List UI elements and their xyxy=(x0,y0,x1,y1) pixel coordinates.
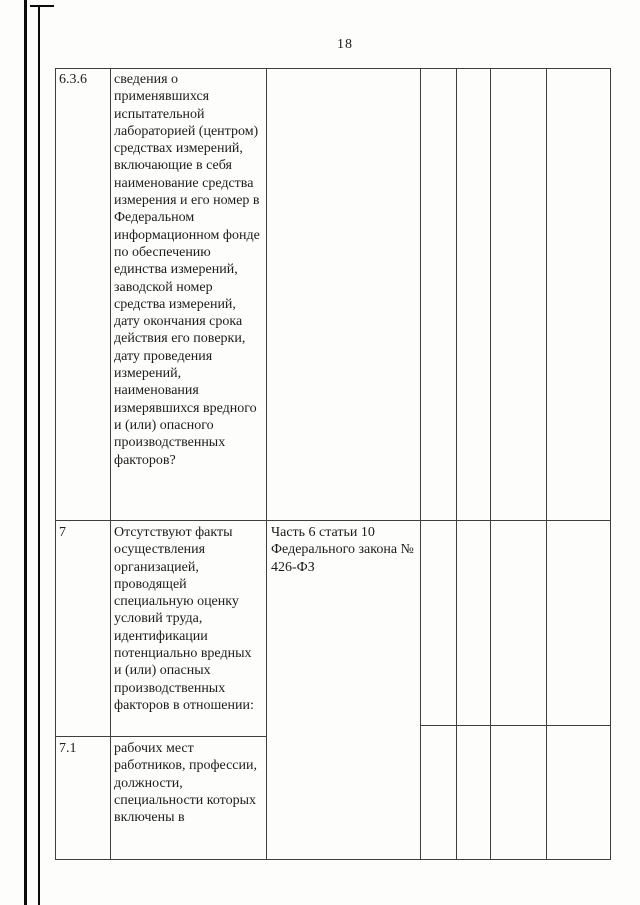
scan-edge-tick xyxy=(30,5,54,7)
table-border-horizontal xyxy=(55,68,611,69)
page-number: 18 xyxy=(337,37,353,52)
table-border-vertical xyxy=(610,68,611,859)
table-cell-item-number: 7.1 xyxy=(59,741,77,756)
table-border-vertical xyxy=(546,68,547,859)
table-border-horizontal xyxy=(420,725,611,726)
table-cell-item-number: 6.3.6 xyxy=(59,72,87,87)
scan-edge-line xyxy=(38,5,40,905)
table-cell-item-number: 7 xyxy=(59,525,66,540)
table-border-horizontal xyxy=(55,859,611,860)
table-border-vertical xyxy=(55,68,56,859)
table-border-horizontal xyxy=(55,520,611,521)
table-cell-legal-reference: Часть 6 статьи 10 Федерального закона № 426-ФЗ xyxy=(271,525,414,575)
table-border-vertical xyxy=(420,68,421,859)
scan-edge-line xyxy=(24,0,27,905)
table-cell-question-text: рабочих мест работников, профессии, должности, специальности которых включены в xyxy=(114,741,257,826)
table-cell-question-text: Отсутствуют факты осуществления организацией, проводящей специальную оценку условий труда, идентификации потенциально вредных и (или) опасных производственных факторов в отношении: xyxy=(114,525,254,713)
table-border-horizontal xyxy=(55,736,267,737)
table-border-vertical xyxy=(456,68,457,859)
table-border-vertical xyxy=(490,68,491,859)
table-border-vertical xyxy=(110,68,111,859)
table-cell-question-text: сведения о применявшихся испытательной лабораторией (центром) средствах измерений, включающие в себя наименование средства измерения и его номер в Федеральном информационном фонде по обеспечению единства измерений, заводской номер средства измерений, дату окончания срока действия его поверки, дату проведения измерений, наименования измерявшихся вредного и (или) опасного производственных факторов? xyxy=(114,72,260,468)
table-border-vertical xyxy=(266,68,267,859)
